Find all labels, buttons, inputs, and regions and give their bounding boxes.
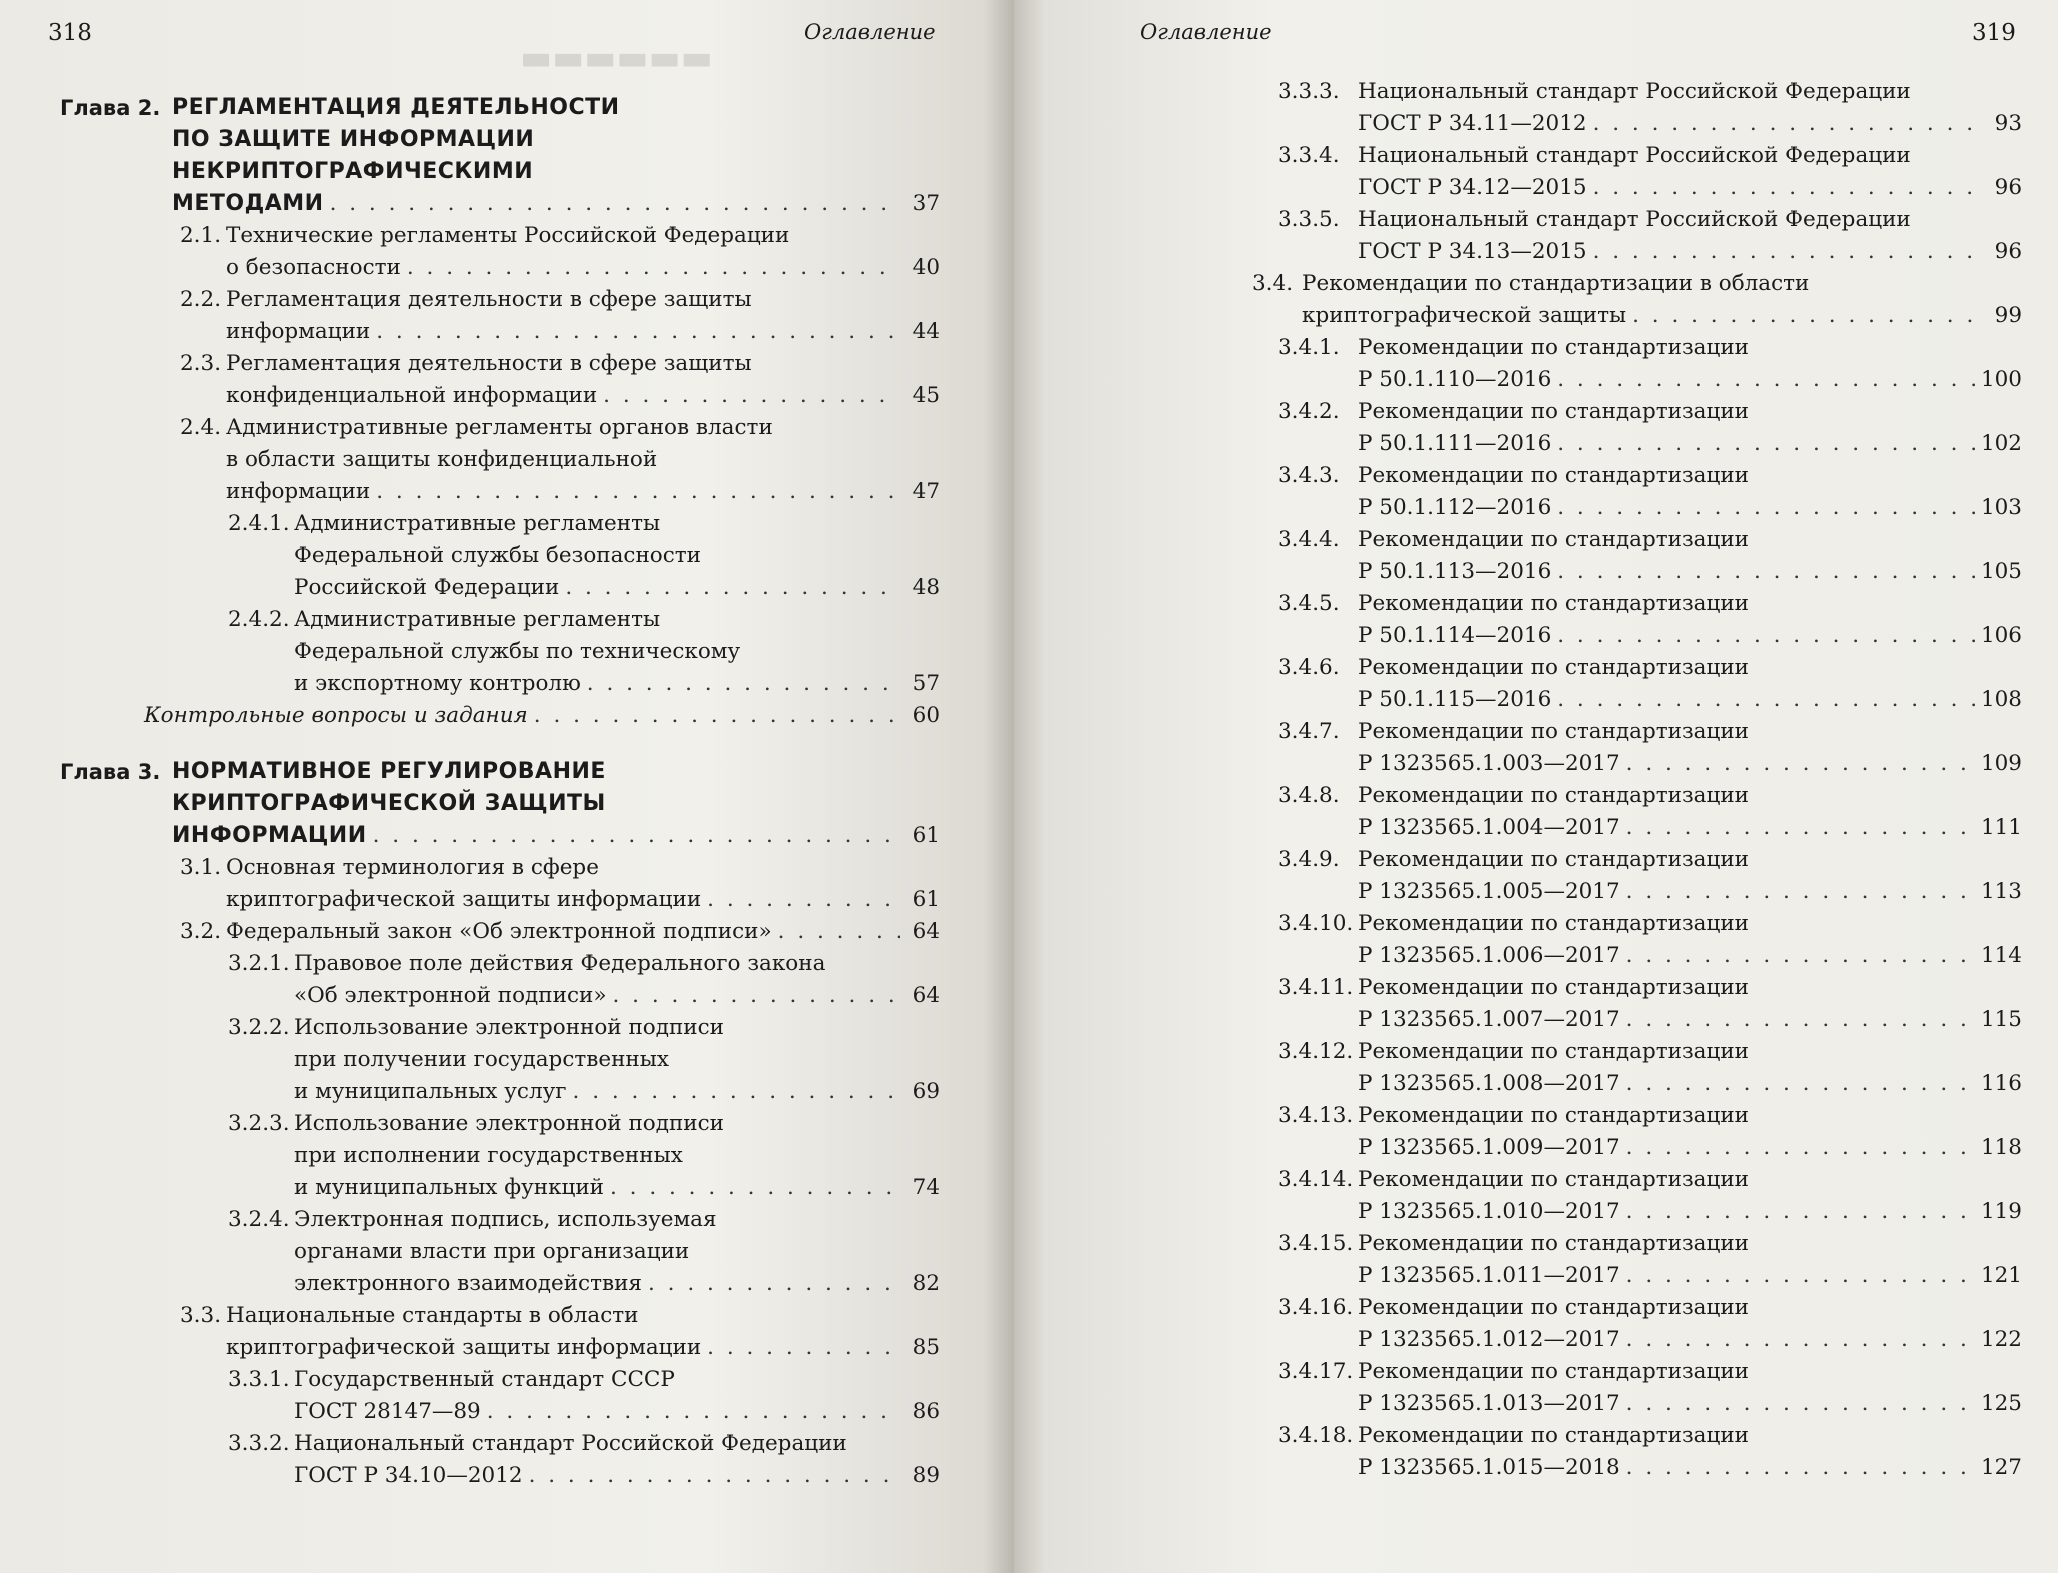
dot-leader bbox=[610, 1172, 900, 1204]
dot-leader bbox=[1626, 1196, 1975, 1228]
entry-last-line bbox=[1358, 748, 2022, 780]
left-page bbox=[0, 0, 1014, 1573]
dot-leader bbox=[1626, 1004, 1975, 1036]
entry-title-line: Рекомендации по стандартизации bbox=[1358, 1231, 1749, 1256]
page-ref: 61 bbox=[912, 823, 940, 848]
entry-last-line bbox=[294, 572, 940, 604]
entry-title-line: Р 1323565.1.004—2017 bbox=[1358, 815, 1620, 840]
page-ref: 121 bbox=[1980, 1263, 2022, 1288]
toc-entry bbox=[1252, 268, 2022, 332]
page-ref: 109 bbox=[1980, 751, 2022, 776]
toc-entry bbox=[1252, 204, 2022, 268]
dot-leader bbox=[1626, 1452, 1975, 1484]
entry-number: 3.4.8. bbox=[1278, 783, 1340, 808]
toc-list-left bbox=[60, 92, 940, 1492]
entry-title-line: Административные регламенты bbox=[294, 607, 661, 632]
toc-entry bbox=[60, 700, 940, 732]
entry-last-line bbox=[294, 1396, 940, 1428]
entry-number: 3.4.6. bbox=[1278, 655, 1340, 680]
entry-number: 3.4.4. bbox=[1278, 527, 1340, 552]
entry-number: 3.2.3. bbox=[228, 1111, 290, 1136]
entry-number: 3.2.2. bbox=[228, 1015, 290, 1040]
toc-entry bbox=[60, 284, 940, 348]
entry-number: 3.3. bbox=[180, 1303, 222, 1328]
entry-title-line: Р 50.1.115—2016 bbox=[1358, 687, 1552, 712]
entry-title-line: Национальный стандарт Российской Федерации bbox=[1358, 79, 1911, 104]
dot-leader bbox=[1626, 1068, 1975, 1100]
dot-leader bbox=[1626, 876, 1975, 908]
entry-title-line: Российской Федерации bbox=[294, 575, 560, 600]
page-ref: 74 bbox=[912, 1175, 940, 1200]
dot-leader bbox=[778, 916, 900, 948]
entry-title-line: Р 50.1.112—2016 bbox=[1358, 495, 1552, 520]
chapter-title-line: НОРМАТИВНОЕ РЕГУЛИРОВАНИЕ bbox=[172, 759, 606, 784]
show-through-text: ▬▬▬▬▬▬ bbox=[520, 38, 713, 78]
page-number: 318 bbox=[48, 20, 92, 46]
chapter-label: Глава 3. bbox=[60, 760, 161, 784]
entry-number: 3.2.1. bbox=[228, 951, 290, 976]
dot-leader bbox=[376, 476, 900, 508]
toc-entry bbox=[1252, 844, 2022, 908]
entry-title-line: Электронная подпись, используемая bbox=[294, 1207, 717, 1232]
entry-title-line: Рекомендации по стандартизации bbox=[1358, 1167, 1749, 1192]
toc-entry bbox=[60, 948, 940, 1012]
chapter-title-line: ПО ЗАЩИТЕ ИНФОРМАЦИИ bbox=[172, 127, 535, 152]
dot-leader bbox=[613, 980, 901, 1012]
dot-leader bbox=[1626, 1388, 1975, 1420]
dot-leader bbox=[1626, 1132, 1975, 1164]
page-ref: 105 bbox=[1980, 559, 2022, 584]
page-ref: 100 bbox=[1980, 367, 2022, 392]
entry-last-line bbox=[294, 1460, 940, 1492]
page-ref: 102 bbox=[1980, 431, 2022, 456]
entry-title-line: Федеральной службы по техническому bbox=[294, 639, 741, 664]
entry-title-line: Рекомендации по стандартизации bbox=[1358, 527, 1749, 552]
page-ref: 119 bbox=[1980, 1199, 2022, 1224]
page-ref: 93 bbox=[1994, 111, 2022, 136]
toc-entry bbox=[1252, 396, 2022, 460]
toc-chapter bbox=[60, 92, 940, 220]
entry-last-line bbox=[294, 668, 940, 700]
dot-leader bbox=[1593, 108, 1982, 140]
entry-title-line: Административные регламенты bbox=[294, 511, 661, 536]
entry-title-line: Рекомендации по стандартизации bbox=[1358, 463, 1749, 488]
dot-leader bbox=[707, 884, 900, 916]
entry-title-line: Р 1323565.1.015—2018 bbox=[1358, 1455, 1620, 1480]
dot-leader bbox=[330, 188, 900, 220]
toc-entry bbox=[1252, 1356, 2022, 1420]
entry-last-line bbox=[172, 820, 940, 852]
entry-title-line: криптографической защиты информации bbox=[226, 887, 702, 912]
entry-last-line bbox=[1358, 812, 2022, 844]
entry-title-line: Государственный стандарт СССР bbox=[294, 1367, 675, 1392]
entry-last-line bbox=[226, 916, 940, 948]
entry-title-line: Рекомендации по стандартизации в области bbox=[1302, 271, 1810, 296]
toc-entry bbox=[1252, 524, 2022, 588]
page-ref: 47 bbox=[912, 479, 940, 504]
entry-title-line: Технические регламенты Российской Федерации bbox=[226, 223, 790, 248]
page-ref: 108 bbox=[1980, 687, 2022, 712]
entry-last-line bbox=[1358, 492, 2022, 524]
entry-title-line: Рекомендации по стандартизации bbox=[1358, 655, 1749, 680]
entry-number: 3.4.10. bbox=[1278, 911, 1354, 936]
page-ref: 48 bbox=[912, 575, 940, 600]
entry-title-line: Р 50.1.111—2016 bbox=[1358, 431, 1552, 456]
dot-leader bbox=[376, 316, 900, 348]
toc-entry bbox=[1252, 1420, 2022, 1484]
entry-title-line: Р 50.1.114—2016 bbox=[1358, 623, 1552, 648]
dot-leader bbox=[1557, 556, 1975, 588]
entry-last-line bbox=[1358, 108, 2022, 140]
entry-title-line: Рекомендации по стандартизации bbox=[1358, 1359, 1749, 1384]
entry-number: 3.3.4. bbox=[1278, 143, 1340, 168]
entry-last-line bbox=[1358, 556, 2022, 588]
entry-last-line bbox=[226, 1332, 940, 1364]
entry-last-line bbox=[1358, 876, 2022, 908]
entry-title-line: «Об электронной подписи» bbox=[294, 983, 607, 1008]
toc-entry bbox=[1252, 588, 2022, 652]
entry-last-line bbox=[1358, 364, 2022, 396]
entry-title-line: Рекомендации по стандартизации bbox=[1358, 719, 1749, 744]
toc-entry bbox=[1252, 332, 2022, 396]
dot-leader bbox=[487, 1396, 900, 1428]
entry-number: 2.2. bbox=[180, 287, 222, 312]
chapter-title-line: НЕКРИПТОГРАФИЧЕСКИМИ bbox=[172, 159, 534, 184]
entry-last-line bbox=[1358, 1388, 2022, 1420]
dot-leader bbox=[534, 700, 900, 732]
toc-entry bbox=[1252, 908, 2022, 972]
entry-title-line: Р 1323565.1.011—2017 bbox=[1358, 1263, 1620, 1288]
entry-title-line: криптографической защиты bbox=[1302, 303, 1627, 328]
toc-entry bbox=[60, 1012, 940, 1108]
entry-title-line: Рекомендации по стандартизации bbox=[1358, 1423, 1749, 1448]
entry-number: 3.4.15. bbox=[1278, 1231, 1354, 1256]
entry-last-line bbox=[1358, 172, 2022, 204]
entry-number: 3.4.1. bbox=[1278, 335, 1340, 360]
entry-title-line: информации bbox=[226, 319, 371, 344]
page-ref: 96 bbox=[1994, 239, 2022, 264]
entry-title-line: информации bbox=[226, 479, 371, 504]
entry-title-line: Р 50.1.110—2016 bbox=[1358, 367, 1552, 392]
entry-number: 3.1. bbox=[180, 855, 222, 880]
entry-last-line bbox=[172, 188, 940, 220]
page-ref: 115 bbox=[1980, 1007, 2022, 1032]
entry-title-line: Р 1323565.1.010—2017 bbox=[1358, 1199, 1620, 1224]
entry-last-line bbox=[226, 252, 940, 284]
entry-last-line bbox=[294, 1172, 940, 1204]
dot-leader bbox=[648, 1268, 900, 1300]
entry-number: 3.4.17. bbox=[1278, 1359, 1354, 1384]
entry-last-line bbox=[294, 1268, 940, 1300]
entry-last-line bbox=[1358, 940, 2022, 972]
toc-entry bbox=[1252, 716, 2022, 780]
dot-leader bbox=[1626, 940, 1975, 972]
entry-number: 3.2. bbox=[180, 919, 222, 944]
entry-title-line: в области защиты конфиденциальной bbox=[226, 447, 658, 472]
dot-leader bbox=[1593, 172, 1982, 204]
entry-title-line: Р 1323565.1.005—2017 bbox=[1358, 879, 1620, 904]
running-head: Оглавление bbox=[804, 20, 936, 44]
chapter-title-line: КРИПТОГРАФИЧЕСКОЙ ЗАЩИТЫ bbox=[172, 791, 606, 816]
entry-title-line: Р 1323565.1.008—2017 bbox=[1358, 1071, 1620, 1096]
toc-entry bbox=[1252, 1100, 2022, 1164]
entry-last-line bbox=[294, 1076, 940, 1108]
entry-last-line bbox=[1358, 1452, 2022, 1484]
entry-number: 3.4.3. bbox=[1278, 463, 1340, 488]
dot-leader bbox=[573, 1076, 900, 1108]
entry-title-line: Рекомендации по стандартизации bbox=[1358, 1103, 1749, 1128]
entry-title-line: Федеральной службы безопасности bbox=[294, 543, 701, 568]
toc-entry bbox=[1252, 652, 2022, 716]
page-ref: 114 bbox=[1980, 943, 2022, 968]
chapter-title-line: ИНФОРМАЦИИ bbox=[172, 823, 367, 848]
entry-title-line: Контрольные вопросы и задания bbox=[144, 703, 528, 728]
entry-title-line: Национальные стандарты в области bbox=[226, 1303, 639, 1328]
page-ref: 37 bbox=[912, 191, 940, 216]
entry-number: 2.4.2. bbox=[228, 607, 290, 632]
toc-chapter bbox=[60, 756, 940, 852]
page-ref: 116 bbox=[1980, 1071, 2022, 1096]
toc-entry bbox=[60, 412, 940, 508]
chapter-label: Глава 2. bbox=[60, 96, 161, 120]
toc-entry bbox=[1252, 972, 2022, 1036]
dot-leader bbox=[1626, 1324, 1975, 1356]
dot-leader bbox=[603, 380, 900, 412]
entry-title-line: Рекомендации по стандартизации bbox=[1358, 1039, 1749, 1064]
page-ref: 60 bbox=[912, 703, 940, 728]
toc-entry bbox=[60, 604, 940, 700]
toc-entry bbox=[1252, 780, 2022, 844]
page-ref: 82 bbox=[912, 1271, 940, 1296]
entry-title-line: ГОСТ 28147—89 bbox=[294, 1399, 481, 1424]
entry-title-line: Национальный стандарт Российской Федерации bbox=[294, 1431, 847, 1456]
dot-leader bbox=[529, 1460, 900, 1492]
entry-last-line bbox=[1358, 620, 2022, 652]
page-ref: 103 bbox=[1980, 495, 2022, 520]
dot-leader bbox=[1626, 812, 1975, 844]
running-head: Оглавление bbox=[1140, 20, 1272, 44]
entry-title-line: ГОСТ Р 34.13—2015 bbox=[1358, 239, 1587, 264]
entry-number: 3.4.5. bbox=[1278, 591, 1340, 616]
entry-number: 3.2.4. bbox=[228, 1207, 290, 1232]
entry-last-line bbox=[1358, 1260, 2022, 1292]
entry-title-line: Национальный стандарт Российской Федерации bbox=[1358, 207, 1911, 232]
entry-title-line: при исполнении государственных bbox=[294, 1143, 683, 1168]
entry-title-line: Рекомендации по стандартизации bbox=[1358, 847, 1749, 872]
entry-title-line: Р 1323565.1.007—2017 bbox=[1358, 1007, 1620, 1032]
toc-entry bbox=[60, 1364, 940, 1428]
chapter-title-line: МЕТОДАМИ bbox=[172, 191, 324, 216]
toc-entry bbox=[60, 1204, 940, 1300]
entry-number: 3.4.9. bbox=[1278, 847, 1340, 872]
toc-entry bbox=[60, 220, 940, 284]
entry-title-line: Национальный стандарт Российской Федерации bbox=[1358, 143, 1911, 168]
entry-title-line: конфиденциальной информации bbox=[226, 383, 598, 408]
entry-title-line: Использование электронной подписи bbox=[294, 1111, 725, 1136]
page-ref: 45 bbox=[912, 383, 940, 408]
entry-last-line bbox=[1358, 236, 2022, 268]
page-ref: 125 bbox=[1980, 1391, 2022, 1416]
entry-title-line: Рекомендации по стандартизации bbox=[1358, 975, 1749, 1000]
dot-leader bbox=[1626, 1260, 1975, 1292]
entry-title-line: Рекомендации по стандартизации bbox=[1358, 399, 1749, 424]
entry-last-line bbox=[1358, 684, 2022, 716]
entry-last-line bbox=[1302, 300, 2022, 332]
entry-last-line bbox=[144, 700, 940, 732]
entry-title-line: Р 1323565.1.009—2017 bbox=[1358, 1135, 1620, 1160]
entry-title-line: Р 1323565.1.012—2017 bbox=[1358, 1327, 1620, 1352]
entry-title-line: о безопасности bbox=[226, 255, 401, 280]
page-ref: 122 bbox=[1980, 1327, 2022, 1352]
entry-number: 3.4.2. bbox=[1278, 399, 1340, 424]
entry-title-line: ГОСТ Р 34.11—2012 bbox=[1358, 111, 1587, 136]
toc-entry bbox=[60, 1300, 940, 1364]
page-ref: 86 bbox=[912, 1399, 940, 1424]
page-ref: 96 bbox=[1994, 175, 2022, 200]
entry-last-line bbox=[226, 476, 940, 508]
entry-last-line bbox=[1358, 1324, 2022, 1356]
entry-number: 3.3.2. bbox=[228, 1431, 290, 1456]
entry-title-line: Регламентация деятельности в сфере защиты bbox=[226, 287, 752, 312]
entry-title-line: Основная терминология в сфере bbox=[226, 855, 599, 880]
entry-title-line: и муниципальных услуг bbox=[294, 1079, 567, 1104]
entry-title-line: Р 50.1.113—2016 bbox=[1358, 559, 1552, 584]
page-ref: 69 bbox=[912, 1079, 940, 1104]
dot-leader bbox=[1632, 300, 1982, 332]
page-ref: 118 bbox=[1980, 1135, 2022, 1160]
page-ref: 113 bbox=[1980, 879, 2022, 904]
dot-leader bbox=[587, 668, 900, 700]
entry-number: 3.4.7. bbox=[1278, 719, 1340, 744]
toc-entry bbox=[1252, 460, 2022, 524]
page-ref: 127 bbox=[1980, 1455, 2022, 1480]
toc-entry bbox=[60, 348, 940, 412]
toc-entry bbox=[1252, 1228, 2022, 1292]
entry-title-line: Административные регламенты органов власти bbox=[226, 415, 773, 440]
dot-leader bbox=[707, 1332, 900, 1364]
entry-title-line: Регламентация деятельности в сфере защиты bbox=[226, 351, 752, 376]
page-number: 319 bbox=[1972, 20, 2016, 46]
entry-title-line: Рекомендации по стандартизации bbox=[1358, 1295, 1749, 1320]
entry-title-line: Р 1323565.1.006—2017 bbox=[1358, 943, 1620, 968]
dot-leader bbox=[373, 820, 900, 852]
dot-leader bbox=[1593, 236, 1982, 268]
toc-entry bbox=[60, 852, 940, 916]
page-ref: 64 bbox=[912, 919, 940, 944]
entry-title-line: электронного взаимодействия bbox=[294, 1271, 642, 1296]
dot-leader bbox=[1557, 428, 1975, 460]
entry-last-line bbox=[1358, 1068, 2022, 1100]
entry-title-line: Рекомендации по стандартизации bbox=[1358, 783, 1749, 808]
entry-number: 2.4. bbox=[180, 415, 222, 440]
entry-title-line: Р 1323565.1.003—2017 bbox=[1358, 751, 1620, 776]
page-ref: 106 bbox=[1980, 623, 2022, 648]
entry-title-line: и муниципальных функций bbox=[294, 1175, 604, 1200]
toc-entry bbox=[1252, 140, 2022, 204]
dot-leader bbox=[1557, 492, 1975, 524]
toc-entry bbox=[1252, 1164, 2022, 1228]
page-ref: 89 bbox=[912, 1463, 940, 1488]
toc-list-right bbox=[1252, 76, 2022, 1484]
entry-title-line: Правовое поле действия Федерального закона bbox=[294, 951, 826, 976]
toc-entry bbox=[60, 1428, 940, 1492]
entry-number: 3.3.1. bbox=[228, 1367, 290, 1392]
entry-number: 3.4.11. bbox=[1278, 975, 1354, 1000]
page-ref: 57 bbox=[912, 671, 940, 696]
entry-title-line: Рекомендации по стандартизации bbox=[1358, 591, 1749, 616]
page-ref: 64 bbox=[912, 983, 940, 1008]
dot-leader bbox=[1557, 684, 1975, 716]
page-ref: 111 bbox=[1980, 815, 2022, 840]
entry-title-line: Р 1323565.1.013—2017 bbox=[1358, 1391, 1620, 1416]
page-ref: 44 bbox=[912, 319, 940, 344]
entry-title-line: ГОСТ Р 34.10—2012 bbox=[294, 1463, 523, 1488]
right-page bbox=[1014, 0, 2058, 1573]
entry-title-line: Рекомендации по стандартизации bbox=[1358, 911, 1749, 936]
entry-number: 3.4.16. bbox=[1278, 1295, 1354, 1320]
entry-number: 3.4.13. bbox=[1278, 1103, 1354, 1128]
dot-leader bbox=[1557, 620, 1975, 652]
entry-last-line bbox=[1358, 1004, 2022, 1036]
dot-leader bbox=[565, 572, 900, 604]
page-ref: 61 bbox=[912, 887, 940, 912]
entry-last-line bbox=[226, 316, 940, 348]
entry-last-line bbox=[1358, 1196, 2022, 1228]
entry-number: 2.3. bbox=[180, 351, 222, 376]
page-ref: 85 bbox=[912, 1335, 940, 1360]
entry-number: 3.3.5. bbox=[1278, 207, 1340, 232]
toc-entry bbox=[60, 916, 940, 948]
entry-last-line bbox=[1358, 428, 2022, 460]
toc-entry bbox=[1252, 1036, 2022, 1100]
entry-number: 2.1. bbox=[180, 223, 222, 248]
dot-leader bbox=[1557, 364, 1975, 396]
entry-number: 3.4.18. bbox=[1278, 1423, 1354, 1448]
chapter-title-line: РЕГЛАМЕНТАЦИЯ ДЕЯТЕЛЬНОСТИ bbox=[172, 95, 620, 120]
toc-entry bbox=[60, 1108, 940, 1204]
entry-title-line: и экспортному контролю bbox=[294, 671, 581, 696]
entry-title-line: криптографической защиты информации bbox=[226, 1335, 702, 1360]
entry-last-line bbox=[226, 884, 940, 916]
page-ref: 40 bbox=[912, 255, 940, 280]
page-ref: 99 bbox=[1994, 303, 2022, 328]
entry-last-line bbox=[294, 980, 940, 1012]
entry-title-line: Рекомендации по стандартизации bbox=[1358, 335, 1749, 360]
dot-leader bbox=[1626, 748, 1975, 780]
dot-leader bbox=[407, 252, 900, 284]
entry-title-line: Федеральный закон «Об электронной подписи» bbox=[226, 919, 772, 944]
entry-title-line: органами власти при организации bbox=[294, 1239, 690, 1264]
entry-title-line: ГОСТ Р 34.12—2015 bbox=[1358, 175, 1587, 200]
entry-number: 3.3.3. bbox=[1278, 79, 1340, 104]
entry-number: 3.4. bbox=[1252, 271, 1294, 296]
toc-entry bbox=[1252, 76, 2022, 140]
entry-number: 3.4.14. bbox=[1278, 1167, 1354, 1192]
entry-last-line bbox=[226, 380, 940, 412]
entry-title-line: Использование электронной подписи bbox=[294, 1015, 725, 1040]
toc-entry bbox=[1252, 1292, 2022, 1356]
entry-title-line: при получении государственных bbox=[294, 1047, 669, 1072]
toc-entry bbox=[60, 508, 940, 604]
entry-number: 3.4.12. bbox=[1278, 1039, 1354, 1064]
entry-number: 2.4.1. bbox=[228, 511, 290, 536]
entry-last-line bbox=[1358, 1132, 2022, 1164]
